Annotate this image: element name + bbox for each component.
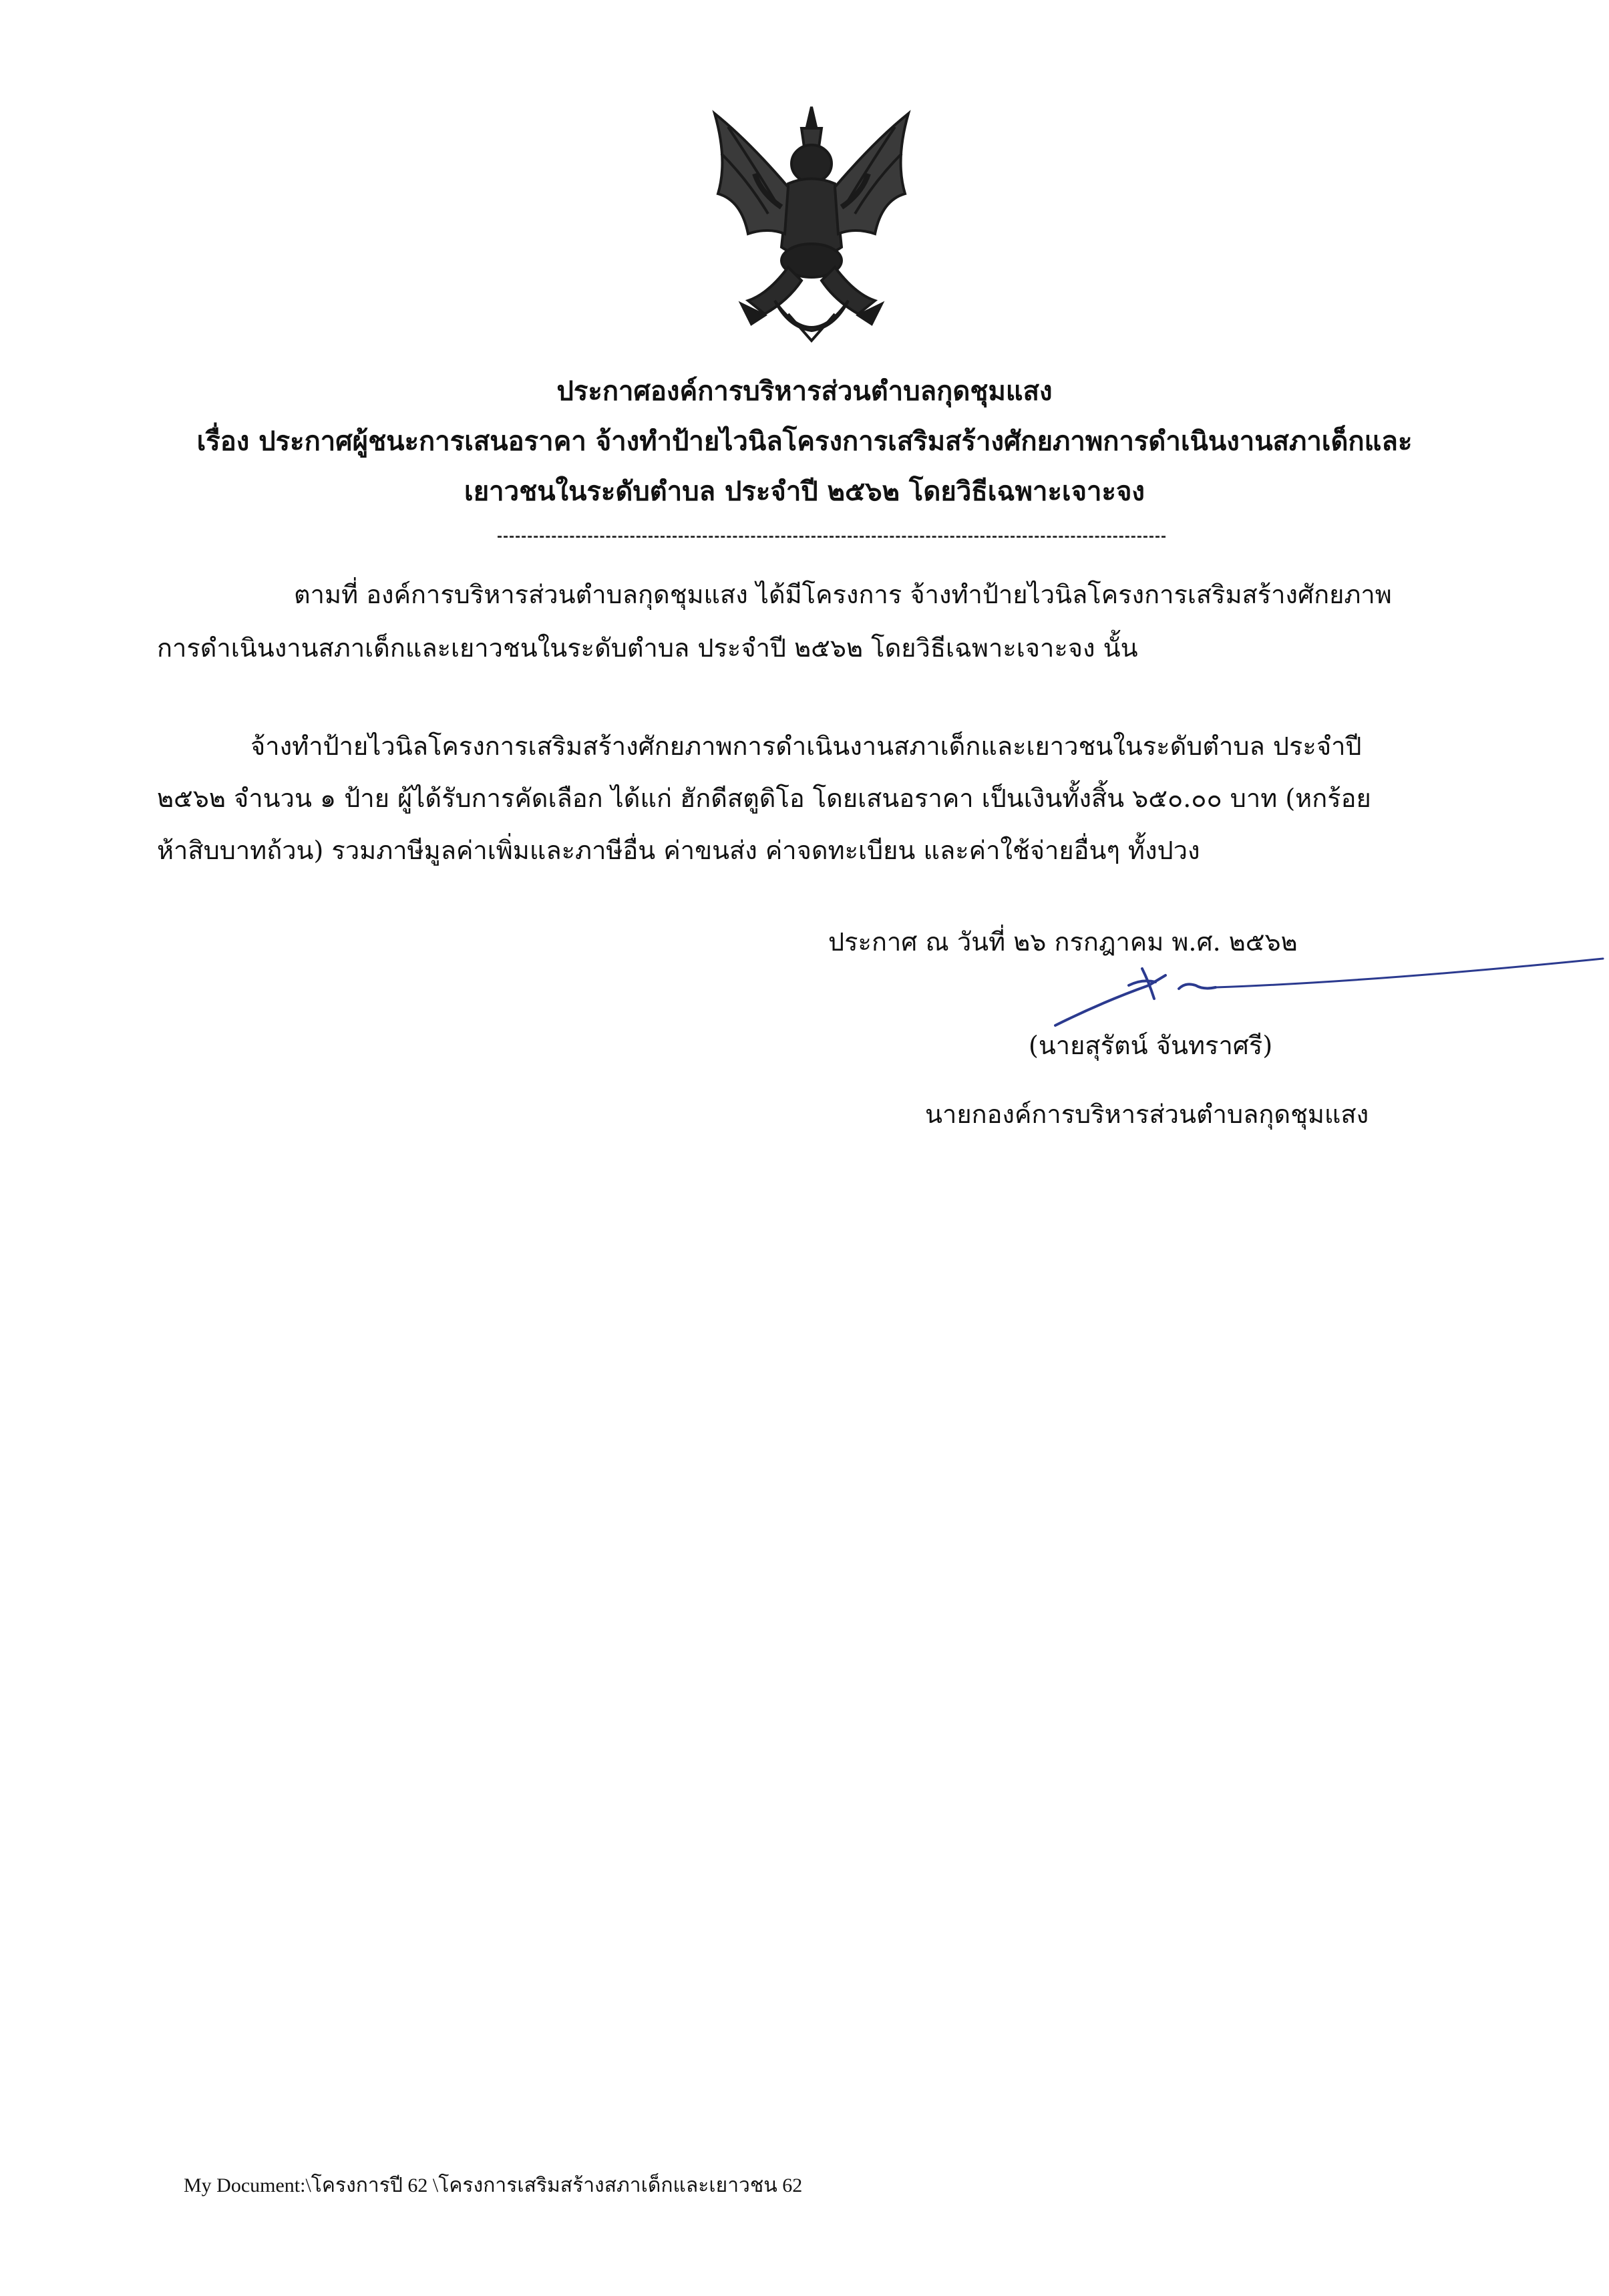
- announcement-title: ประกาศองค์การบริหารส่วนตำบลกุดชุมแสง: [556, 375, 1053, 407]
- paragraph-1-line-1: ตามที่ องค์การบริหารส่วนตำบลกุดชุมแสง ได้มีโครงการ จ้างทำป้ายไวนิลโครงการเสริมสร้างศักยภาพ: [294, 580, 1392, 609]
- announce-date: ประกาศ ณ วันที่ ๒๖ กรกฎาคม พ.ศ. ๒๕๖๒: [828, 927, 1298, 957]
- signatory-name: (นายสุรัตน์ จันทราศรี): [1029, 1031, 1273, 1060]
- signatory-position: นายกองค์การบริหารส่วนตำบลกุดชุมแสง: [925, 1100, 1369, 1129]
- separator-dashed-line: [498, 536, 1166, 538]
- paragraph-1-line-2: การดำเนินงานสภาเด็กและเยาวชนในระดับตำบล ประจำปี ๒๕๖๒ โดยวิธีเฉพาะเจาะจง นั้น: [157, 633, 1138, 663]
- paragraph-2-line-1: จ้างทำป้ายไวนิลโครงการเสริมสร้างศักยภาพการดำเนินงานสภาเด็กและเยาวชนในระดับตำบล ประจำปี: [250, 731, 1362, 761]
- footer-file-path: My Document:\โครงการปี 62 \โครงการเสริมสร้างสภาเด็กและเยาวชน 62: [184, 2174, 803, 2196]
- paragraph-2-line-2: ๒๕๖๒ จำนวน ๑ ป้าย ผู้ได้รับการคัดเลือก ได้แก่ ฮักดีสตูดิโอ โดยเสนอราคา เป็นเงินทั้งสิ้น ๖๕๐.๐๐ บาท (หกร้อย: [157, 784, 1371, 813]
- announcement-subject-line-2: เยาวชนในระดับตำบล ประจำปี ๒๕๖๒ โดยวิธีเฉพาะเจาะจง: [464, 476, 1145, 507]
- paragraph-2-line-3: ห้าสิบบาทถ้วน) รวมภาษีมูลค่าเพิ่มและภาษีอื่น ค่าขนส่ง ค่าจดทะเบียน และค่าใช้จ่ายอื่นๆ ทั้งปวง: [157, 836, 1200, 865]
- announcement-subject-line-1: เรื่อง ประกาศผู้ชนะการเสนอราคา จ้างทำป้ายไวนิลโครงการเสริมสร้างศักยภาพการดำเนินงานสภาเด็กและ: [196, 426, 1413, 457]
- garuda-emblem-icon: [701, 100, 922, 354]
